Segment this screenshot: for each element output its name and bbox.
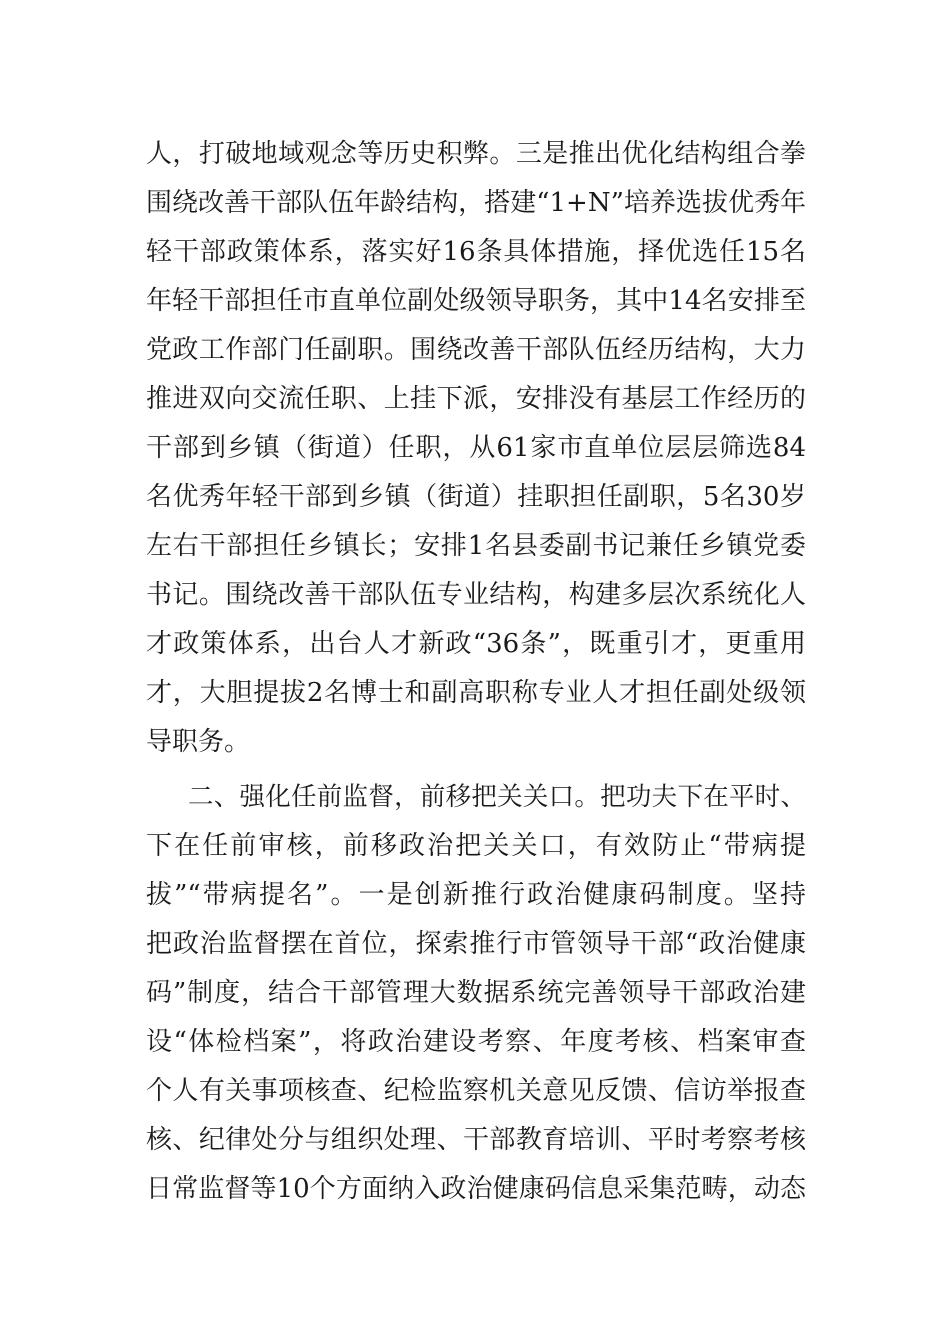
text-line: 推进双向交流任职、上挂下派，安排没有基层工作经历的 [146,384,806,414]
text-line: 个人有关事项核查、纪检监察机关意见反馈、信访举报查 [146,1076,806,1106]
text-line: 左右干部担任乡镇长；安排1名县委副书记兼任乡镇党委 [146,531,806,561]
text-line: 才，大胆提拔2名博士和副高职称专业人才担任副处级领 [146,678,806,708]
text-line: 设“体检档案”，将政治建设考察、年度考核、档案审查 [146,1027,806,1057]
text-line: 日常监督等10个方面纳入政治健康码信息采集范畴，动态 [146,1174,806,1204]
text-line: 把政治监督摆在首位，探索推行市管领导干部“政治健康 [146,929,806,959]
text-line: 书记。围绕改善干部队伍专业结构，构建多层次系统化人 [146,580,806,610]
text-line: 围绕改善干部队伍年龄结构，搭建“1+N”培养选拔优秀年 [146,188,806,218]
text-line: 年轻干部担任市直单位副处级领导职务，其中14名安排至 [146,286,806,316]
text-line-paragraph-end: 导职务。 [146,727,251,757]
text-line: 拔”“带病提名”。一是创新推行政治健康码制度。坚持 [146,880,806,910]
text-line: 轻干部政策体系，落实好16条具体措施，择优选任15名 [146,237,806,267]
text-line: 才政策体系，出台人才新政“36条”，既重引才，更重用 [146,629,806,659]
text-line: 下在任前审核，前移政治把关关口，有效防止“带病提 [146,831,806,861]
text-line: 核、纪律处分与组织处理、干部教育培训、平时考察考核 [146,1125,806,1155]
text-line: 人，打破地域观念等历史积弊。三是推出优化结构组合拳 [146,139,806,169]
text-line-paragraph-start: 二、强化任前监督，前移把关关口。把功夫下在平时、 [188,782,806,812]
text-line: 干部到乡镇（街道）任职，从61家市直单位层层筛选84 [146,433,806,463]
text-line: 名优秀年轻干部到乡镇（街道）挂职担任副职，5名30岁 [146,482,806,512]
text-line: 码”制度，结合干部管理大数据系统完善领导干部政治建 [146,978,806,1008]
text-line: 党政工作部门任副职。围绕改善干部队伍经历结构，大力 [146,335,806,365]
